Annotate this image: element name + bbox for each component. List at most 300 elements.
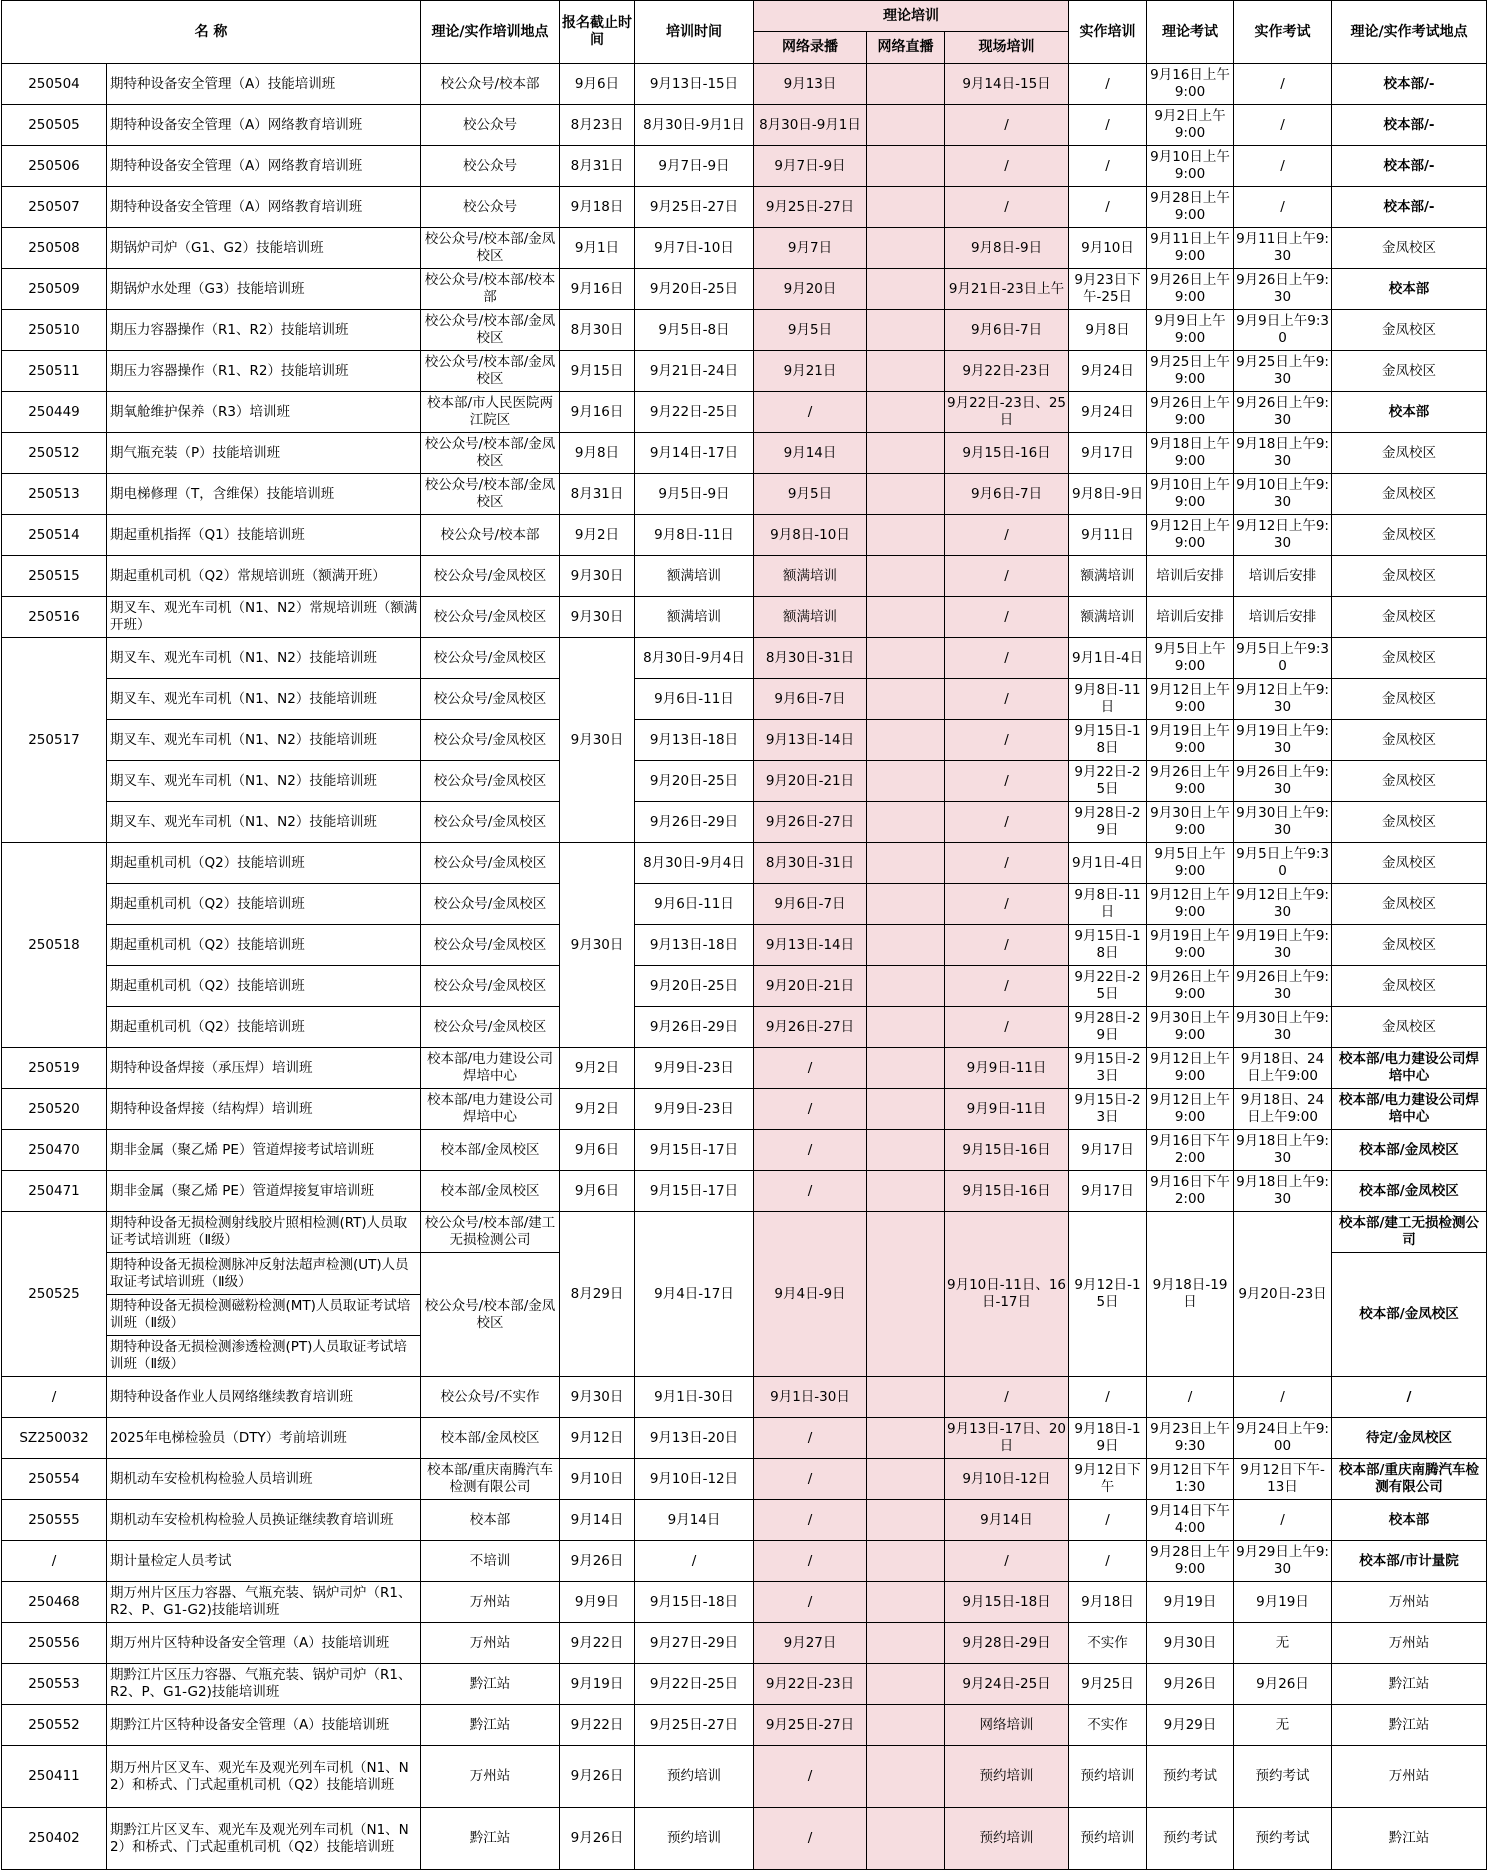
practical-exam-cell: / [1234, 1377, 1332, 1418]
practical-cell: 9月26日上午9:00 [1147, 966, 1234, 1007]
onsite-cell: 9月14日-15日 [945, 64, 1069, 105]
train-time-cell: 9月20日-21日 [754, 761, 867, 802]
exam-location-cell: 校本部/市计量院 [1332, 1541, 1487, 1582]
deadline-cell: 8月23日 [560, 105, 635, 146]
code-cell: 250506 [2, 146, 107, 187]
deadline-cell: 9月20日-25日 [635, 966, 754, 1007]
onsite-cell: 9月22日-23日 [945, 351, 1069, 392]
practical-cell: 9月8日-9日 [1069, 474, 1147, 515]
theory-exam-cell: 9月9日上午9:00 [1147, 310, 1234, 351]
deadline-cell: 9月18日 [560, 187, 635, 228]
deadline-cell: 9月20日-25日 [635, 761, 754, 802]
practical-exam-cell: 9月18日上午9:30 [1234, 433, 1332, 474]
practical-cell: 不实作 [1069, 1623, 1147, 1664]
train-time-cell: 9月7日-9日 [635, 146, 754, 187]
onsite-cell: 预约培训 [945, 1808, 1069, 1870]
train-time-cell: / [635, 1541, 754, 1582]
table-row [2, 392, 1487, 433]
table-row [2, 433, 1487, 474]
table-row [2, 1746, 1487, 1808]
table-row [2, 1377, 1487, 1418]
name-cell: 期黔江片区特种设备安全管理（A）技能培训班 [107, 1705, 421, 1746]
practical-cell: 9月19日上午9:00 [1147, 720, 1234, 761]
net-record-cell [867, 802, 945, 843]
name-cell: 期特种设备无损检测渗透检测(PT)人员取证考试培训班（Ⅱ级） [107, 1336, 421, 1377]
practical-exam-cell: 9月18日、24日上午9:00 [1234, 1048, 1332, 1089]
table-row [2, 1664, 1487, 1705]
name-cell: 期特种设备无损检测脉冲反射法超声检测(UT)人员取证考试培训班（Ⅱ级） [107, 1253, 421, 1295]
practical-exam-cell: 9月26日上午9:30 [1234, 269, 1332, 310]
code-cell: 250516 [2, 597, 107, 638]
practical-exam-cell: / [1234, 146, 1332, 187]
table-row [2, 761, 1487, 802]
net-live-cell [867, 515, 945, 556]
code-cell: 250504 [2, 64, 107, 105]
net-record-cell [867, 884, 945, 925]
net-record-cell: 9月1日-30日 [754, 1377, 867, 1418]
onsite-cell: / [945, 187, 1069, 228]
exam-location-cell: 校本部 [1332, 1500, 1487, 1541]
onsite-cell: 9月22日-23日、25日 [945, 392, 1069, 433]
practical-cell: 9月12日上午9:00 [1147, 884, 1234, 925]
exam-location-cell: 万州站 [1332, 1623, 1487, 1664]
name-cell: 期起重机司机（Q2）技能培训班 [107, 966, 421, 1007]
code-cell: 250509 [2, 269, 107, 310]
practical-cell: 9月26日上午9:00 [1147, 761, 1234, 802]
net-record-cell [867, 1007, 945, 1048]
deadline-cell: 8月30日-9月4日 [635, 638, 754, 679]
practical-cell: 9月12日-15日 [1069, 1212, 1147, 1377]
deadline-cell: 9月19日 [560, 1664, 635, 1705]
onsite-cell: / [945, 1541, 1069, 1582]
exam-location-cell: 待定/金凤校区 [1332, 1418, 1487, 1459]
practical-exam-cell: 金凤校区 [1332, 843, 1487, 884]
onsite-cell: 9月10日-11日、16日-17日 [945, 1212, 1069, 1377]
onsite-cell: 9月15日-16日 [945, 1171, 1069, 1212]
location-cell: 校公众号/金凤校区 [421, 884, 560, 925]
location-cell: 校公众号/金凤校区 [421, 1007, 560, 1048]
onsite-cell: 9月6日-7日 [945, 310, 1069, 351]
deadline-cell: 8月30日 [560, 310, 635, 351]
practical-exam-cell: 金凤校区 [1332, 966, 1487, 1007]
table-body [2, 64, 1487, 1870]
theory-exam-cell: 9月2日上午9:00 [1147, 105, 1234, 146]
net-live-cell [867, 1048, 945, 1089]
onsite-cell: 9月28日-29日 [945, 1623, 1069, 1664]
location-cell: 校本部/电力建设公司焊培中心 [421, 1048, 560, 1089]
onsite-cell: 9月13日-17日、20日 [945, 1418, 1069, 1459]
deadline-cell: 9月26日 [560, 1541, 635, 1582]
header-practical-exam: 实作考试 [1234, 1, 1332, 64]
net-record-cell: 8月30日-9月1日 [754, 105, 867, 146]
code-cell: 250511 [2, 351, 107, 392]
location-cell: 校本部/电力建设公司焊培中心 [421, 1089, 560, 1130]
onsite-cell: 9月22日-25日 [1069, 761, 1147, 802]
deadline-cell: 9月2日 [560, 515, 635, 556]
theory-exam-cell: 9月28日上午9:00 [1147, 1541, 1234, 1582]
train-time-cell: 9月6日-7日 [754, 679, 867, 720]
deadline-cell: 9月22日 [560, 1705, 635, 1746]
train-time-cell: 9月15日-17日 [635, 1171, 754, 1212]
name-cell: 期氧舱维护保养（R3）培训班 [107, 392, 421, 433]
onsite-cell: 9月14日 [945, 1500, 1069, 1541]
theory-exam-cell: 9月10日上午9:00 [1147, 146, 1234, 187]
location-cell: 万州站 [421, 1623, 560, 1664]
practical-cell: 预约培训 [1069, 1746, 1147, 1808]
name-cell: 期锅炉水处理（G3）技能培训班 [107, 269, 421, 310]
name-cell: 期压力容器操作（R1、R2）技能培训班 [107, 310, 421, 351]
net-live-cell [867, 1171, 945, 1212]
code-cell: / [2, 1541, 107, 1582]
name-cell: 期叉车、观光车司机（N1、N2）技能培训班 [107, 761, 421, 802]
net-live-cell [867, 1089, 945, 1130]
name-cell: 期非金属（聚乙烯 PE）管道焊接复审培训班 [107, 1171, 421, 1212]
net-record-cell: 9月4日-9日 [754, 1212, 867, 1377]
exam-location-cell: 校本部/金凤校区 [1332, 1171, 1487, 1212]
name-cell: 期电梯修理（T，含维保）技能培训班 [107, 474, 421, 515]
location-cell: 校公众号/校本部/金凤校区 [421, 474, 560, 515]
exam-location-cell: 校本部/- [1332, 146, 1487, 187]
train-time-cell: 9月9日-23日 [635, 1048, 754, 1089]
train-time-cell: 9月25日-27日 [635, 187, 754, 228]
net-live-cell [867, 556, 945, 597]
header-location: 理论/实作培训地点 [421, 1, 560, 64]
name-cell: 期气瓶充装（P）技能培训班 [107, 433, 421, 474]
code-cell: 250553 [2, 1664, 107, 1705]
net-live-cell [867, 474, 945, 515]
theory-exam-cell: 9月18日-19日 [1147, 1212, 1234, 1377]
code-cell: 250505 [2, 105, 107, 146]
deadline-cell: 8月29日 [560, 1212, 635, 1377]
name-cell: 期万州片区特种设备安全管理（A）技能培训班 [107, 1623, 421, 1664]
theory-exam-cell: 9月19日上午9:30 [1234, 720, 1332, 761]
deadline-cell: 9月15日 [560, 351, 635, 392]
net-record-cell: 9月20日 [754, 269, 867, 310]
table-row [2, 310, 1487, 351]
deadline-cell: 9月13日-18日 [635, 720, 754, 761]
exam-location-cell: 校本部/建工无损检测公司 [1332, 1212, 1487, 1253]
theory-exam-cell: 9月10日上午9:00 [1147, 474, 1234, 515]
train-time-cell: 9月26日-27日 [754, 1007, 867, 1048]
deadline-cell: 9月30日 [560, 556, 635, 597]
practical-cell: 不实作 [1069, 1705, 1147, 1746]
table-row [2, 843, 1487, 884]
train-time-cell: 9月6日-7日 [754, 884, 867, 925]
theory-exam-cell: 9月16日下午2:00 [1147, 1171, 1234, 1212]
onsite-cell: / [945, 515, 1069, 556]
practical-exam-cell: 9月24日上午9:00 [1234, 1418, 1332, 1459]
table-row [2, 1705, 1487, 1746]
code-cell: 250518 [2, 843, 107, 1048]
practical-cell: 9月24日 [1069, 351, 1147, 392]
net-live-cell: / [945, 925, 1069, 966]
exam-location-cell: 金凤校区 [1332, 515, 1487, 556]
practical-exam-cell: / [1234, 187, 1332, 228]
location-cell: 校公众号/校本部/校本部 [421, 269, 560, 310]
onsite-cell: 9月10日-12日 [945, 1459, 1069, 1500]
header-train-time: 培训时间 [635, 1, 754, 64]
onsite-cell: 网络培训 [945, 1705, 1069, 1746]
deadline-cell: 9月2日 [560, 1089, 635, 1130]
onsite-cell: 9月8日-11日 [1069, 884, 1147, 925]
onsite-cell: 9月9日-11日 [945, 1089, 1069, 1130]
exam-location-cell: 校本部 [1332, 269, 1487, 310]
code-cell: 250513 [2, 474, 107, 515]
onsite-cell: / [945, 105, 1069, 146]
name-cell: 期特种设备安全管理（A）网络教育培训班 [107, 105, 421, 146]
name-cell: 期特种设备焊接（结构焊）培训班 [107, 1089, 421, 1130]
location-cell: 黔江站 [421, 1664, 560, 1705]
net-live-cell [867, 351, 945, 392]
practical-exam-cell: 9月26日 [1234, 1664, 1332, 1705]
theory-exam-cell: 9月14日下午4:00 [1147, 1500, 1234, 1541]
net-live-cell [867, 1582, 945, 1623]
net-live-cell: / [945, 720, 1069, 761]
code-cell: 250514 [2, 515, 107, 556]
exam-location-cell: 金凤校区 [1332, 351, 1487, 392]
net-record-cell [867, 638, 945, 679]
location-cell: 万州站 [421, 1746, 560, 1808]
name-cell: 期非金属（聚乙烯 PE）管道焊接考试培训班 [107, 1130, 421, 1171]
code-cell: 250507 [2, 187, 107, 228]
train-time-cell: 9月13日-15日 [635, 64, 754, 105]
training-schedule-table [1, 0, 1487, 1870]
train-time-cell: 8月30日-31日 [754, 843, 867, 884]
theory-exam-cell: 9月19日 [1147, 1582, 1234, 1623]
net-live-cell [867, 1746, 945, 1808]
exam-location-cell: 万州站 [1332, 1746, 1487, 1808]
net-record-cell: 9月25日-27日 [754, 187, 867, 228]
net-live-cell: / [945, 843, 1069, 884]
net-record-cell: 9月25日-27日 [754, 1705, 867, 1746]
exam-location-cell: 金凤校区 [1332, 310, 1487, 351]
deadline-cell: 8月31日 [560, 146, 635, 187]
table-row [2, 925, 1487, 966]
header-net-live: 网络直播 [867, 32, 945, 64]
net-live-cell [867, 1500, 945, 1541]
net-record-cell: 9月22日-23日 [754, 1664, 867, 1705]
practical-cell: 9月15日-23日 [1069, 1089, 1147, 1130]
location-cell: 不培训 [421, 1541, 560, 1582]
practical-cell: 额满培训 [1069, 597, 1147, 638]
practical-exam-cell: 金凤校区 [1332, 761, 1487, 802]
train-time-cell: 9月22日-25日 [635, 392, 754, 433]
theory-exam-cell: 9月5日上午9:30 [1234, 638, 1332, 679]
practical-cell: / [1069, 146, 1147, 187]
practical-cell: / [1069, 1500, 1147, 1541]
table-row [2, 638, 1487, 679]
exam-location-cell: / [1332, 1377, 1487, 1418]
train-time-cell: 9月5日-8日 [635, 310, 754, 351]
net-record-cell: / [754, 1459, 867, 1500]
location-cell: 校公众号/校本部 [421, 515, 560, 556]
table-row [2, 351, 1487, 392]
train-time-cell: 9月15日-18日 [635, 1582, 754, 1623]
net-live-cell: / [945, 966, 1069, 1007]
name-cell: 期特种设备安全管理（A）网络教育培训班 [107, 146, 421, 187]
code-cell: 250402 [2, 1808, 107, 1870]
code-cell: 250449 [2, 392, 107, 433]
onsite-cell: / [945, 556, 1069, 597]
practical-exam-cell: 无 [1234, 1705, 1332, 1746]
name-cell: 期特种设备无损检测射线胶片照相检测(RT)人员取证考试培训班（Ⅱ级） [107, 1212, 421, 1253]
net-record-cell: / [754, 1808, 867, 1870]
table-row [2, 1459, 1487, 1500]
name-cell: 期锅炉司炉（G1、G2）技能培训班 [107, 228, 421, 269]
train-time-cell: 9月5日-9日 [635, 474, 754, 515]
practical-cell: 9月11日 [1069, 515, 1147, 556]
net-live-cell [867, 1377, 945, 1418]
net-live-cell [867, 1459, 945, 1500]
train-time-cell: 9月20日-25日 [635, 269, 754, 310]
location-cell: 校公众号/校本部/金凤校区 [421, 1253, 560, 1377]
location-cell: 校本部/重庆南腾汽车检测有限公司 [421, 1459, 560, 1500]
exam-location-cell: 校本部/- [1332, 105, 1487, 146]
exam-location-cell: 校本部/- [1332, 64, 1487, 105]
location-cell: 校公众号/校本部/金凤校区 [421, 433, 560, 474]
exam-location-cell: 校本部/电力建设公司焊培中心 [1332, 1089, 1487, 1130]
theory-exam-cell: 9月26日 [1147, 1664, 1234, 1705]
practical-exam-cell: 9月12日上午9:30 [1234, 515, 1332, 556]
onsite-cell: 9月22日-25日 [1069, 966, 1147, 1007]
table-row [2, 515, 1487, 556]
practical-cell: / [1069, 1377, 1147, 1418]
theory-exam-cell: 9月26日上午9:00 [1147, 269, 1234, 310]
exam-location-cell: 校本部 [1332, 392, 1487, 433]
net-live-cell [867, 228, 945, 269]
table-row [2, 1007, 1487, 1048]
theory-exam-cell: 9月28日上午9:00 [1147, 187, 1234, 228]
practical-cell: 9月18日-19日 [1069, 1418, 1147, 1459]
net-record-cell: / [754, 1089, 867, 1130]
table-row [2, 802, 1487, 843]
name-cell: 期起重机指挥（Q1）技能培训班 [107, 515, 421, 556]
practical-exam-cell: 9月29日上午9:30 [1234, 1541, 1332, 1582]
code-cell: 250552 [2, 1705, 107, 1746]
location-cell: 校公众号/金凤校区 [421, 597, 560, 638]
practical-cell: 预约培训 [1069, 1808, 1147, 1870]
net-live-cell [867, 1541, 945, 1582]
train-time-cell: 预约培训 [635, 1808, 754, 1870]
practical-exam-cell: 金凤校区 [1332, 720, 1487, 761]
table-row [2, 1171, 1487, 1212]
net-record-cell [867, 925, 945, 966]
onsite-cell: 9月8日-9日 [945, 228, 1069, 269]
exam-location-cell: 万州站 [1332, 1582, 1487, 1623]
practical-exam-cell: 9月20日-23日 [1234, 1212, 1332, 1377]
theory-exam-cell: 9月23日上午9:30 [1147, 1418, 1234, 1459]
net-record-cell: / [754, 1541, 867, 1582]
net-record-cell: / [754, 1048, 867, 1089]
name-cell: 期叉车、观光车司机（N1、N2）技能培训班 [107, 802, 421, 843]
practical-exam-cell: / [1234, 1500, 1332, 1541]
header-theory: 理论培训 [754, 1, 1069, 32]
onsite-cell: 9月6日-7日 [945, 474, 1069, 515]
onsite-cell: 9月24日-25日 [945, 1664, 1069, 1705]
net-live-cell [867, 1808, 945, 1870]
name-cell: 期叉车、观光车司机（N1、N2）技能培训班 [107, 679, 421, 720]
net-live-cell [867, 597, 945, 638]
table-row [2, 1089, 1487, 1130]
theory-exam-cell: 培训后安排 [1147, 556, 1234, 597]
location-cell: 校公众号/金凤校区 [421, 843, 560, 884]
table-row [2, 1048, 1487, 1089]
practical-cell: 9月5日上午9:00 [1147, 638, 1234, 679]
practical-exam-cell: 金凤校区 [1332, 884, 1487, 925]
theory-exam-cell: 预约考试 [1147, 1808, 1234, 1870]
name-cell: 期起重机司机（Q2）技能培训班 [107, 884, 421, 925]
exam-location-cell: 校本部/重庆南腾汽车检测有限公司 [1332, 1459, 1487, 1500]
theory-exam-cell: 9月29日 [1147, 1705, 1234, 1746]
header-practical: 实作培训 [1069, 1, 1147, 64]
name-cell: 期万州片区叉车、观光车及观光列车司机（N1、N2）和桥式、门式起重机司机（Q2）技能培训班 [107, 1746, 421, 1808]
table-row [2, 597, 1487, 638]
net-live-cell: / [945, 679, 1069, 720]
code-cell: 250556 [2, 1623, 107, 1664]
onsite-cell: 9月15日-16日 [945, 433, 1069, 474]
exam-location-cell: 黔江站 [1332, 1808, 1487, 1870]
exam-location-cell: 金凤校区 [1332, 228, 1487, 269]
table-row [2, 187, 1487, 228]
location-cell: 校公众号/校本部/金凤校区 [421, 228, 560, 269]
practical-exam-cell: 9月18日、24日上午9:00 [1234, 1089, 1332, 1130]
net-live-cell [867, 64, 945, 105]
train-time-cell: 预约培训 [635, 1746, 754, 1808]
net-live-cell [867, 1623, 945, 1664]
table-row [2, 228, 1487, 269]
train-time-cell: 9月20日-21日 [754, 966, 867, 1007]
theory-exam-cell: / [1147, 1377, 1234, 1418]
theory-exam-cell: 9月11日上午9:00 [1147, 228, 1234, 269]
net-record-cell: 9月21日 [754, 351, 867, 392]
onsite-cell: 预约培训 [945, 1746, 1069, 1808]
net-record-cell: / [754, 1171, 867, 1212]
train-time-cell: 9月4日-17日 [635, 1212, 754, 1377]
train-time-cell: 9月27日-29日 [635, 1623, 754, 1664]
net-live-cell [867, 1418, 945, 1459]
location-cell: 校公众号/金凤校区 [421, 761, 560, 802]
table-row [2, 1130, 1487, 1171]
theory-exam-cell: 9月16日下午2:00 [1147, 1130, 1234, 1171]
deadline-cell: 8月30日-9月4日 [635, 843, 754, 884]
net-record-cell: 9月5日 [754, 474, 867, 515]
net-live-cell: / [945, 1007, 1069, 1048]
practical-exam-cell: 预约考试 [1234, 1746, 1332, 1808]
practical-cell: / [1069, 105, 1147, 146]
location-cell: 校公众号 [421, 146, 560, 187]
train-time-cell: 9月14日-17日 [635, 433, 754, 474]
net-live-cell [867, 310, 945, 351]
name-cell: 期特种设备无损检测磁粉检测(MT)人员取证考试培训班（Ⅱ级） [107, 1295, 421, 1336]
theory-exam-cell: 9月26日上午9:30 [1234, 761, 1332, 802]
practical-cell: / [1069, 1541, 1147, 1582]
code-cell: 250468 [2, 1582, 107, 1623]
practical-exam-cell: 培训后安排 [1234, 556, 1332, 597]
net-record-cell: 9月13日 [754, 64, 867, 105]
deadline-cell: 9月22日 [560, 1623, 635, 1664]
train-time-cell: 8月30日-9月1日 [635, 105, 754, 146]
practical-exam-cell: / [1234, 105, 1332, 146]
net-record-cell: / [754, 1130, 867, 1171]
practical-cell: / [1069, 64, 1147, 105]
net-record-cell: 9月8日-10日 [754, 515, 867, 556]
header-net-record: 网络录播 [754, 32, 867, 64]
theory-exam-cell: 9月16日上午9:00 [1147, 64, 1234, 105]
location-cell: 校本部/金凤校区 [421, 1418, 560, 1459]
theory-exam-cell: 9月18日上午9:00 [1147, 433, 1234, 474]
onsite-cell: 9月15日-18日 [1069, 925, 1147, 966]
net-record-cell [867, 966, 945, 1007]
